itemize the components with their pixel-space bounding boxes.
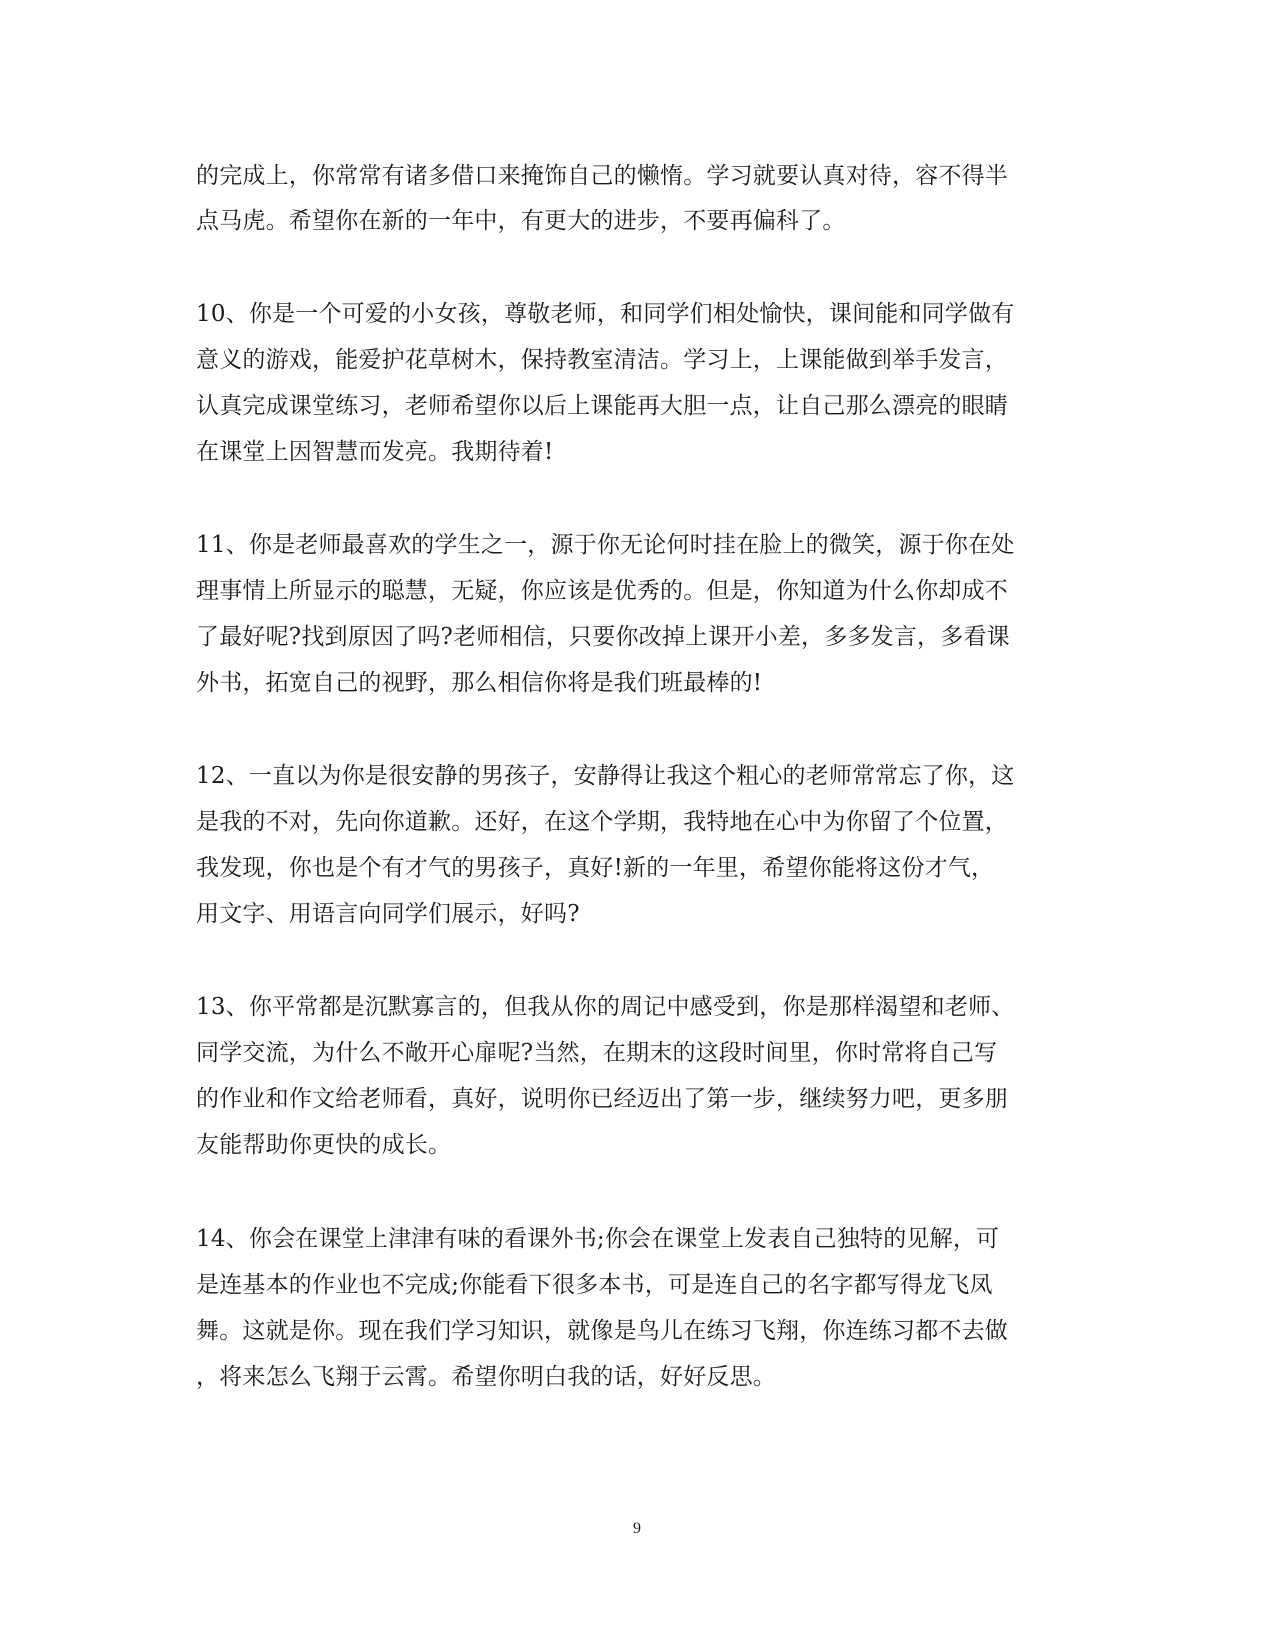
paragraph-11-line-1: 11、你是老师最喜欢的学生之一，源于你无论何时挂在脸上的微笑，源于你在处: [196, 532, 1015, 558]
paragraph-13-line-3: 的作业和作文给老师看，真好，说明你已经迈出了第一步，继续努力吧，更多朋: [196, 1086, 1008, 1112]
paragraph-10-line-4: 在课堂上因智慧而发亮。我期待着!: [196, 439, 554, 465]
paragraph-14-line-1: 14、你会在课堂上津津有味的看课外书;你会在课堂上发表自己独特的见解，可: [196, 1226, 1000, 1252]
paragraph-10-line-2: 意义的游戏，能爱护花草树木，保持教室清洁。学习上，上课能做到举手发言，: [196, 347, 1008, 373]
paragraph-14-line-3: 舞。这就是你。现在我们学习知识，就像是鸟儿在练习飞翔，你连练习都不去做: [196, 1318, 1008, 1344]
paragraph-continued-line-1: 的完成上，你常常有诸多借口来掩饰自己的懒惰。学习就要认真对待，容不得半: [196, 163, 1008, 189]
paragraph-14-line-4: ，将来怎么飞翔于云霄。希望你明白我的话，好好反思。: [196, 1364, 776, 1390]
paragraph-11-line-3: 了最好呢?找到原因了吗?老师相信，只要你改掉上课开小差，多多发言，多看课: [196, 624, 1010, 650]
paragraph-14-line-2: 是连基本的作业也不完成;你能看下很多本书，可是连自己的名字都写得龙飞凤: [196, 1272, 993, 1298]
paragraph-10-line-3: 认真完成课堂练习，老师希望你以后上课能再大胆一点，让自己那么漂亮的眼睛: [196, 393, 1008, 419]
paragraph-12-line-2: 是我的不对，先向你道歉。还好，在这个学期，我特地在心中为你留了个位置，: [196, 809, 1008, 835]
paragraph-12-line-3: 我发现，你也是个有才气的男孩子，真好!新的一年里，希望你能将这份才气，: [196, 855, 995, 881]
paragraph-13-line-2: 同学交流，为什么不敞开心扉呢?当然，在期末的这段时间里，你时常将自己写: [196, 1040, 998, 1066]
paragraph-13-line-4: 友能帮助你更快的成长。: [196, 1132, 452, 1158]
paragraph-11-line-4: 外书，拓宽自己的视野，那么相信你将是我们班最棒的!: [196, 670, 763, 696]
paragraph-continued-line-2: 点马虎。希望你在新的一年中，有更大的进步，不要再偏科了。: [196, 208, 846, 234]
paragraph-10-line-1: 10、你是一个可爱的小女孩，尊敬老师，和同学们相处愉快，课间能和同学做有: [196, 301, 1015, 327]
paragraph-13-line-1: 13、你平常都是沉默寡言的，但我从你的周记中感受到，你是那样渴望和老师、: [196, 994, 1015, 1020]
page-number: 9: [633, 1520, 641, 1537]
paragraph-12-line-1: 12、一直以为你是很安静的男孩子，安静得让我这个粗心的老师常常忘了你，这: [196, 763, 1015, 789]
paragraph-12-line-4: 用文字、用语言向同学们展示，好吗?: [196, 901, 580, 927]
paragraph-11-line-2: 理事情上所显示的聪慧，无疑，你应该是优秀的。但是，你知道为什么你却成不: [196, 578, 1008, 604]
